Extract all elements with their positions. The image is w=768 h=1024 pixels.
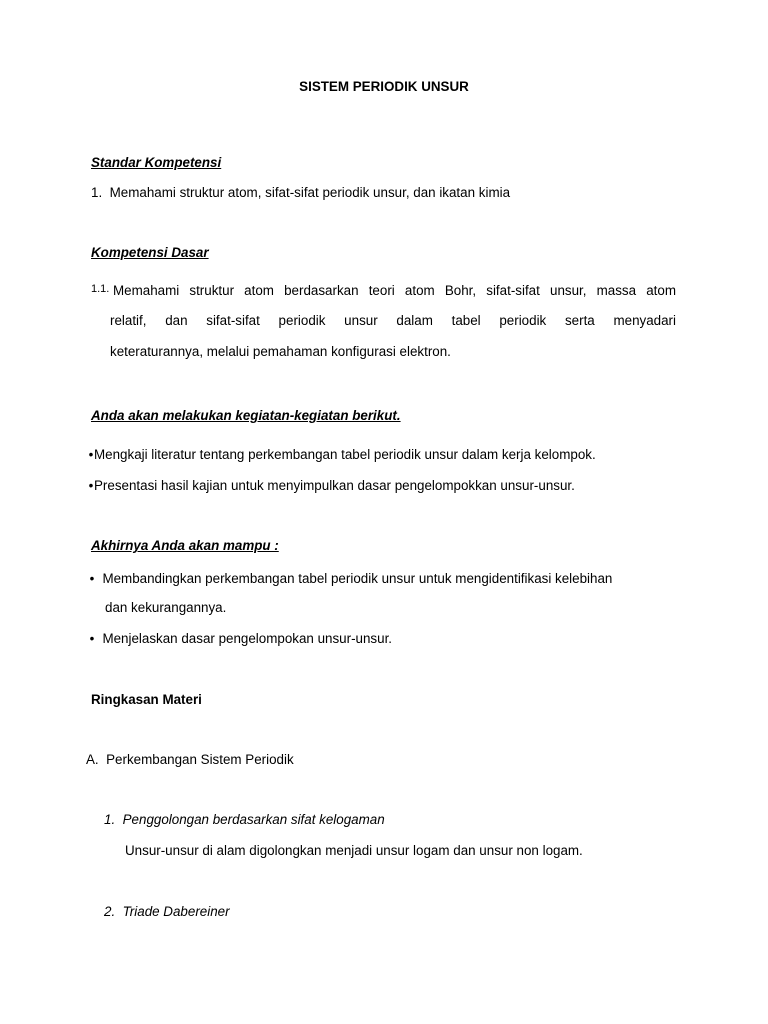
subsection-1-body: Unsur-unsur di alam digolongkan menjadi unsur logam dan unsur non logam. bbox=[125, 843, 583, 858]
kegiatan-item-text: Presentasi hasil kajian untuk menyimpulkan dasar pengelompokkan unsur-unsur. bbox=[94, 478, 575, 493]
mampu-item-text: Menjelaskan dasar pengelompokan unsur-unsur. bbox=[102, 631, 393, 646]
item-number: 1. bbox=[91, 185, 103, 200]
subsection-number: 2. bbox=[104, 904, 116, 919]
mampu-item-continuation: dan kekurangannya. bbox=[105, 600, 227, 615]
subsection-title-text: Penggolongan berdasarkan sifat kelogaman bbox=[122, 812, 385, 827]
standar-kompetensi-item bbox=[91, 185, 510, 200]
kegiatan-item-text: Mengkaji literatur tentang perkembangan tabel periodik unsur dalam kerja kelompok. bbox=[94, 447, 596, 462]
bullet-icon: • bbox=[88, 478, 94, 493]
mampu-item bbox=[89, 631, 392, 646]
bullet-icon: • bbox=[89, 631, 95, 646]
kompetensi-dasar-line-1: Memahami struktur atom berdasarkan teori atom Bohr, sifat-sifat unsur, massa atom bbox=[113, 283, 676, 298]
mampu-item bbox=[89, 571, 612, 586]
kompetensi-dasar-line-3: keteraturannya, melalui pemahaman konfigurasi elektron. bbox=[110, 344, 451, 359]
item-text: Memahami struktur atom, sifat-sifat periodik unsur, dan ikatan kimia bbox=[109, 185, 511, 200]
kegiatan-item bbox=[88, 478, 575, 493]
subsection-2-title bbox=[104, 904, 230, 919]
section-text: Perkembangan Sistem Periodik bbox=[106, 752, 294, 767]
bullet-icon: • bbox=[88, 447, 94, 462]
standar-kompetensi-heading: Standar Kompetensi bbox=[91, 155, 222, 170]
ringkasan-materi-heading: Ringkasan Materi bbox=[91, 692, 202, 707]
subsection-1-title bbox=[104, 812, 385, 827]
page-title: SISTEM PERIODIK UNSUR bbox=[299, 79, 469, 94]
kegiatan-item bbox=[88, 447, 596, 462]
akhirnya-heading: Akhirnya Anda akan mampu : bbox=[91, 538, 279, 553]
kompetensi-dasar-number: 1.1. bbox=[91, 283, 110, 295]
section-a-heading bbox=[86, 752, 294, 767]
subsection-title-text: Triade Dabereiner bbox=[122, 904, 230, 919]
subsection-number: 1. bbox=[104, 812, 116, 827]
kompetensi-dasar-heading: Kompetensi Dasar bbox=[91, 245, 209, 260]
bullet-icon: • bbox=[89, 571, 95, 586]
kegiatan-heading: Anda akan melakukan kegiatan-kegiatan berikut. bbox=[91, 408, 401, 423]
section-label: A. bbox=[86, 752, 99, 767]
kompetensi-dasar-line-2: relatif, dan sifat-sifat periodik unsur dalam tabel periodik serta menyadari bbox=[110, 313, 676, 328]
mampu-item-text: Membandingkan perkembangan tabel periodik unsur untuk mengidentifikasi kelebihan bbox=[102, 571, 613, 586]
